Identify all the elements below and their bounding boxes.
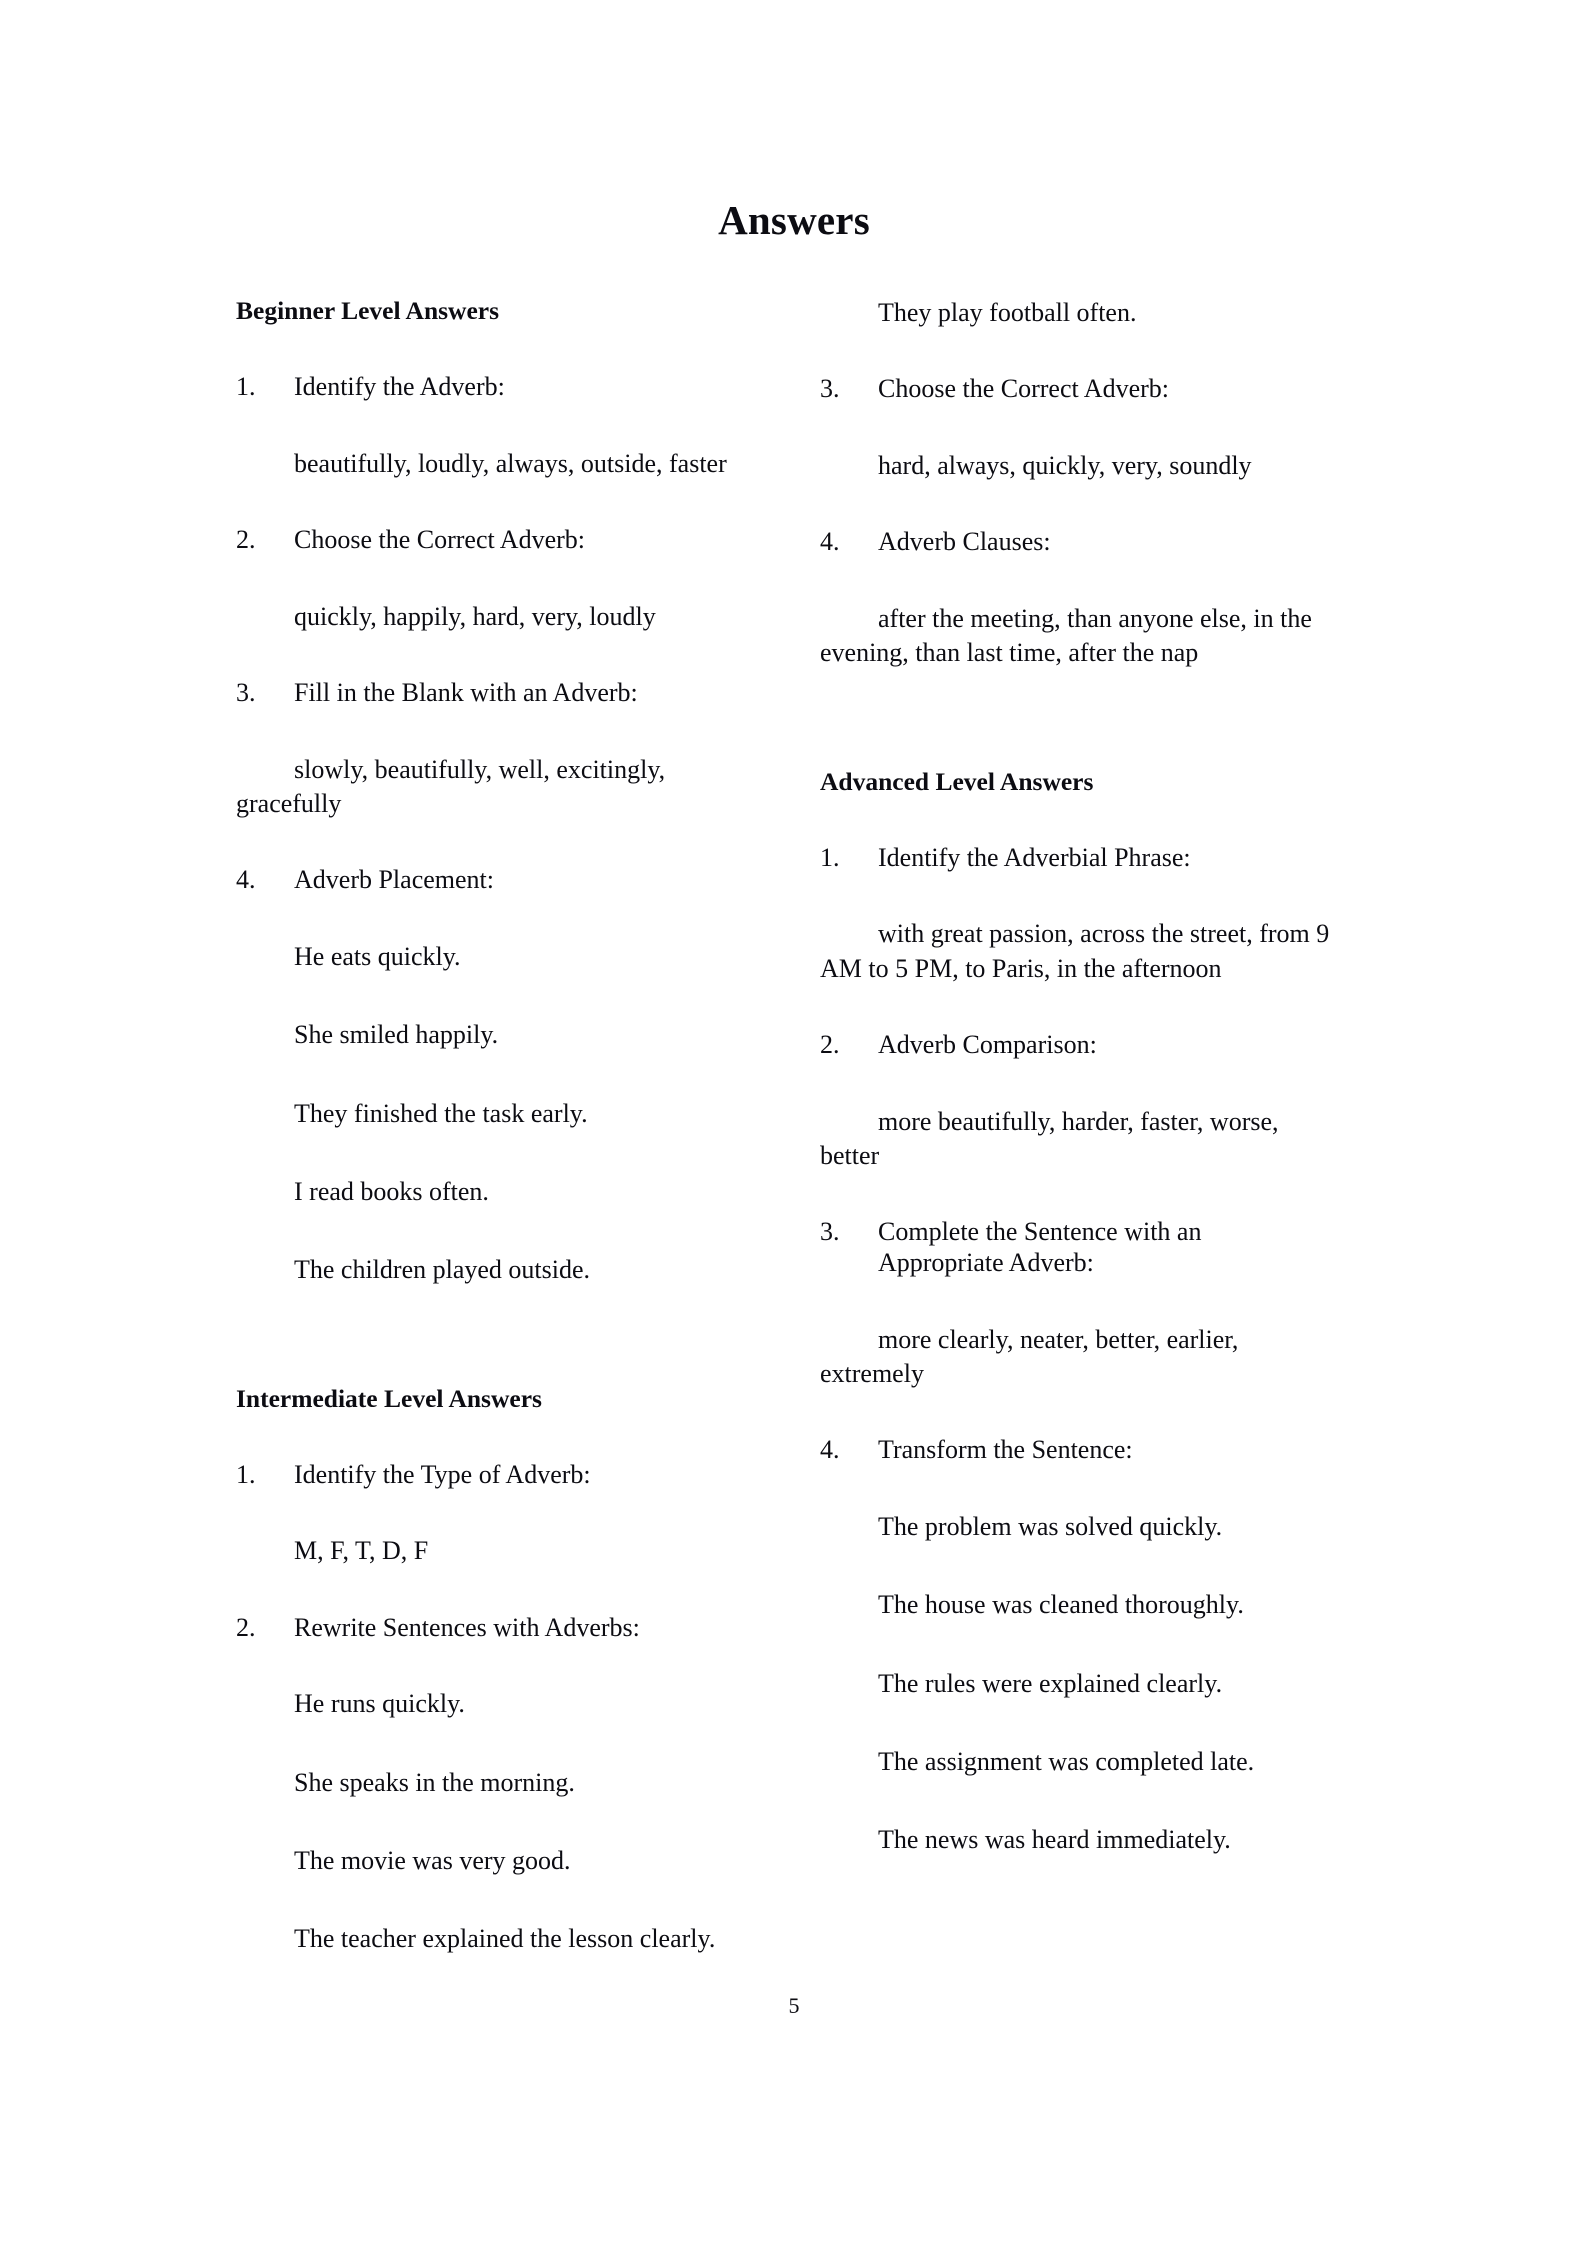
answer-line: The problem was solved quickly. [878,1511,1223,1541]
page-number: 5 [788,1993,800,2018]
answer-line: M, F, T, D, F [294,1536,429,1566]
answer-line: The assignment was completed late. [878,1746,1255,1776]
answer-line: The children played outside. [294,1255,591,1285]
item-prompt: Choose the Correct Adverb: [294,525,585,555]
item-prompt: Adverb Clauses: [878,527,1051,557]
item-number: 3. [820,374,840,404]
answer-line: The news was heard immediately. [878,1825,1231,1855]
question-item [236,372,746,403]
answer-line: slowly, beautifully, well, excitingly, gracefully [236,754,666,819]
answer-line: The house was cleaned thoroughly. [878,1590,1244,1620]
answer-line: more clearly, neater, better, earlier, extremely [820,1324,1239,1388]
item-prompt: Rewrite Sentences with Adverbs: [294,1612,640,1642]
item-prompt: Identify the Type of Adverb: [294,1459,591,1489]
item-prompt: Identify the Adverb: [294,372,505,402]
item-number: 2. [236,525,256,555]
question-item [820,1030,1330,1061]
item-number: 4. [236,865,256,895]
item-prompt: Adverb Comparison: [878,1029,1097,1059]
answer-line: They finished the task early. [294,1098,588,1128]
question-item [236,1460,746,1491]
item-number: 1. [236,1459,256,1489]
item-prompt: Identify the Adverbial Phrase: [878,842,1191,872]
answer-line-continuation: They play football often. [878,298,1137,327]
section-heading-beginner: Beginner Level Answers [236,296,500,325]
question-item [820,374,1330,405]
question-item [236,525,746,556]
answer-line: The movie was very good. [294,1845,571,1875]
answer-line: after the meeting, than anyone else, in the evening, than last time, after the nap [820,603,1312,668]
item-number: 3. [236,678,256,708]
item-prompt: Complete the Sentence with an Appropriate Adverb: [878,1217,1202,1277]
answer-line: with great passion, across the street, from 9 AM to 5 PM, to Paris, in the afternoon [820,919,1330,983]
item-prompt: Fill in the Blank with an Adverb: [294,678,638,708]
answer-line: beautifully, loudly, always, outside, faster [294,448,727,478]
item-number: 4. [820,1435,840,1465]
question-item [236,1613,746,1644]
page-title: Answers [718,197,870,243]
answer-line: He eats quickly. [294,942,461,972]
two-column-body [236,296,1352,1954]
question-item [820,1435,1330,1466]
item-prompt: Transform the Sentence: [878,1435,1133,1465]
left-column [236,296,746,1954]
section-heading-advanced: Advanced Level Answers [820,766,1094,796]
right-column [820,296,1330,1946]
item-number: 4. [820,527,840,557]
item-number: 2. [820,1029,840,1059]
item-number: 1. [820,842,840,872]
answer-line: She speaks in the morning. [294,1767,575,1797]
question-item [820,1217,1330,1278]
item-number: 3. [820,1217,840,1247]
question-item [820,843,1330,874]
section-heading-intermediate: Intermediate Level Answers [236,1383,542,1413]
answer-line: quickly, happily, hard, very, loudly [294,601,656,631]
answer-line: The teacher explained the lesson clearly. [294,1924,716,1954]
item-number: 1. [236,372,256,402]
answer-line: She smiled happily. [294,1020,499,1050]
question-item [236,678,746,709]
item-prompt: Adverb Placement: [294,865,494,895]
answer-line: more beautifully, harder, faster, worse, better [820,1106,1279,1170]
question-item [236,865,746,896]
answer-line: He runs quickly. [294,1689,465,1719]
question-item [820,527,1330,558]
answer-line: hard, always, quickly, very, soundly [878,450,1252,480]
item-number: 2. [236,1612,256,1642]
answer-line: The rules were explained clearly. [878,1668,1223,1698]
item-prompt: Choose the Correct Adverb: [878,374,1169,404]
answer-line: I read books often. [294,1176,489,1206]
